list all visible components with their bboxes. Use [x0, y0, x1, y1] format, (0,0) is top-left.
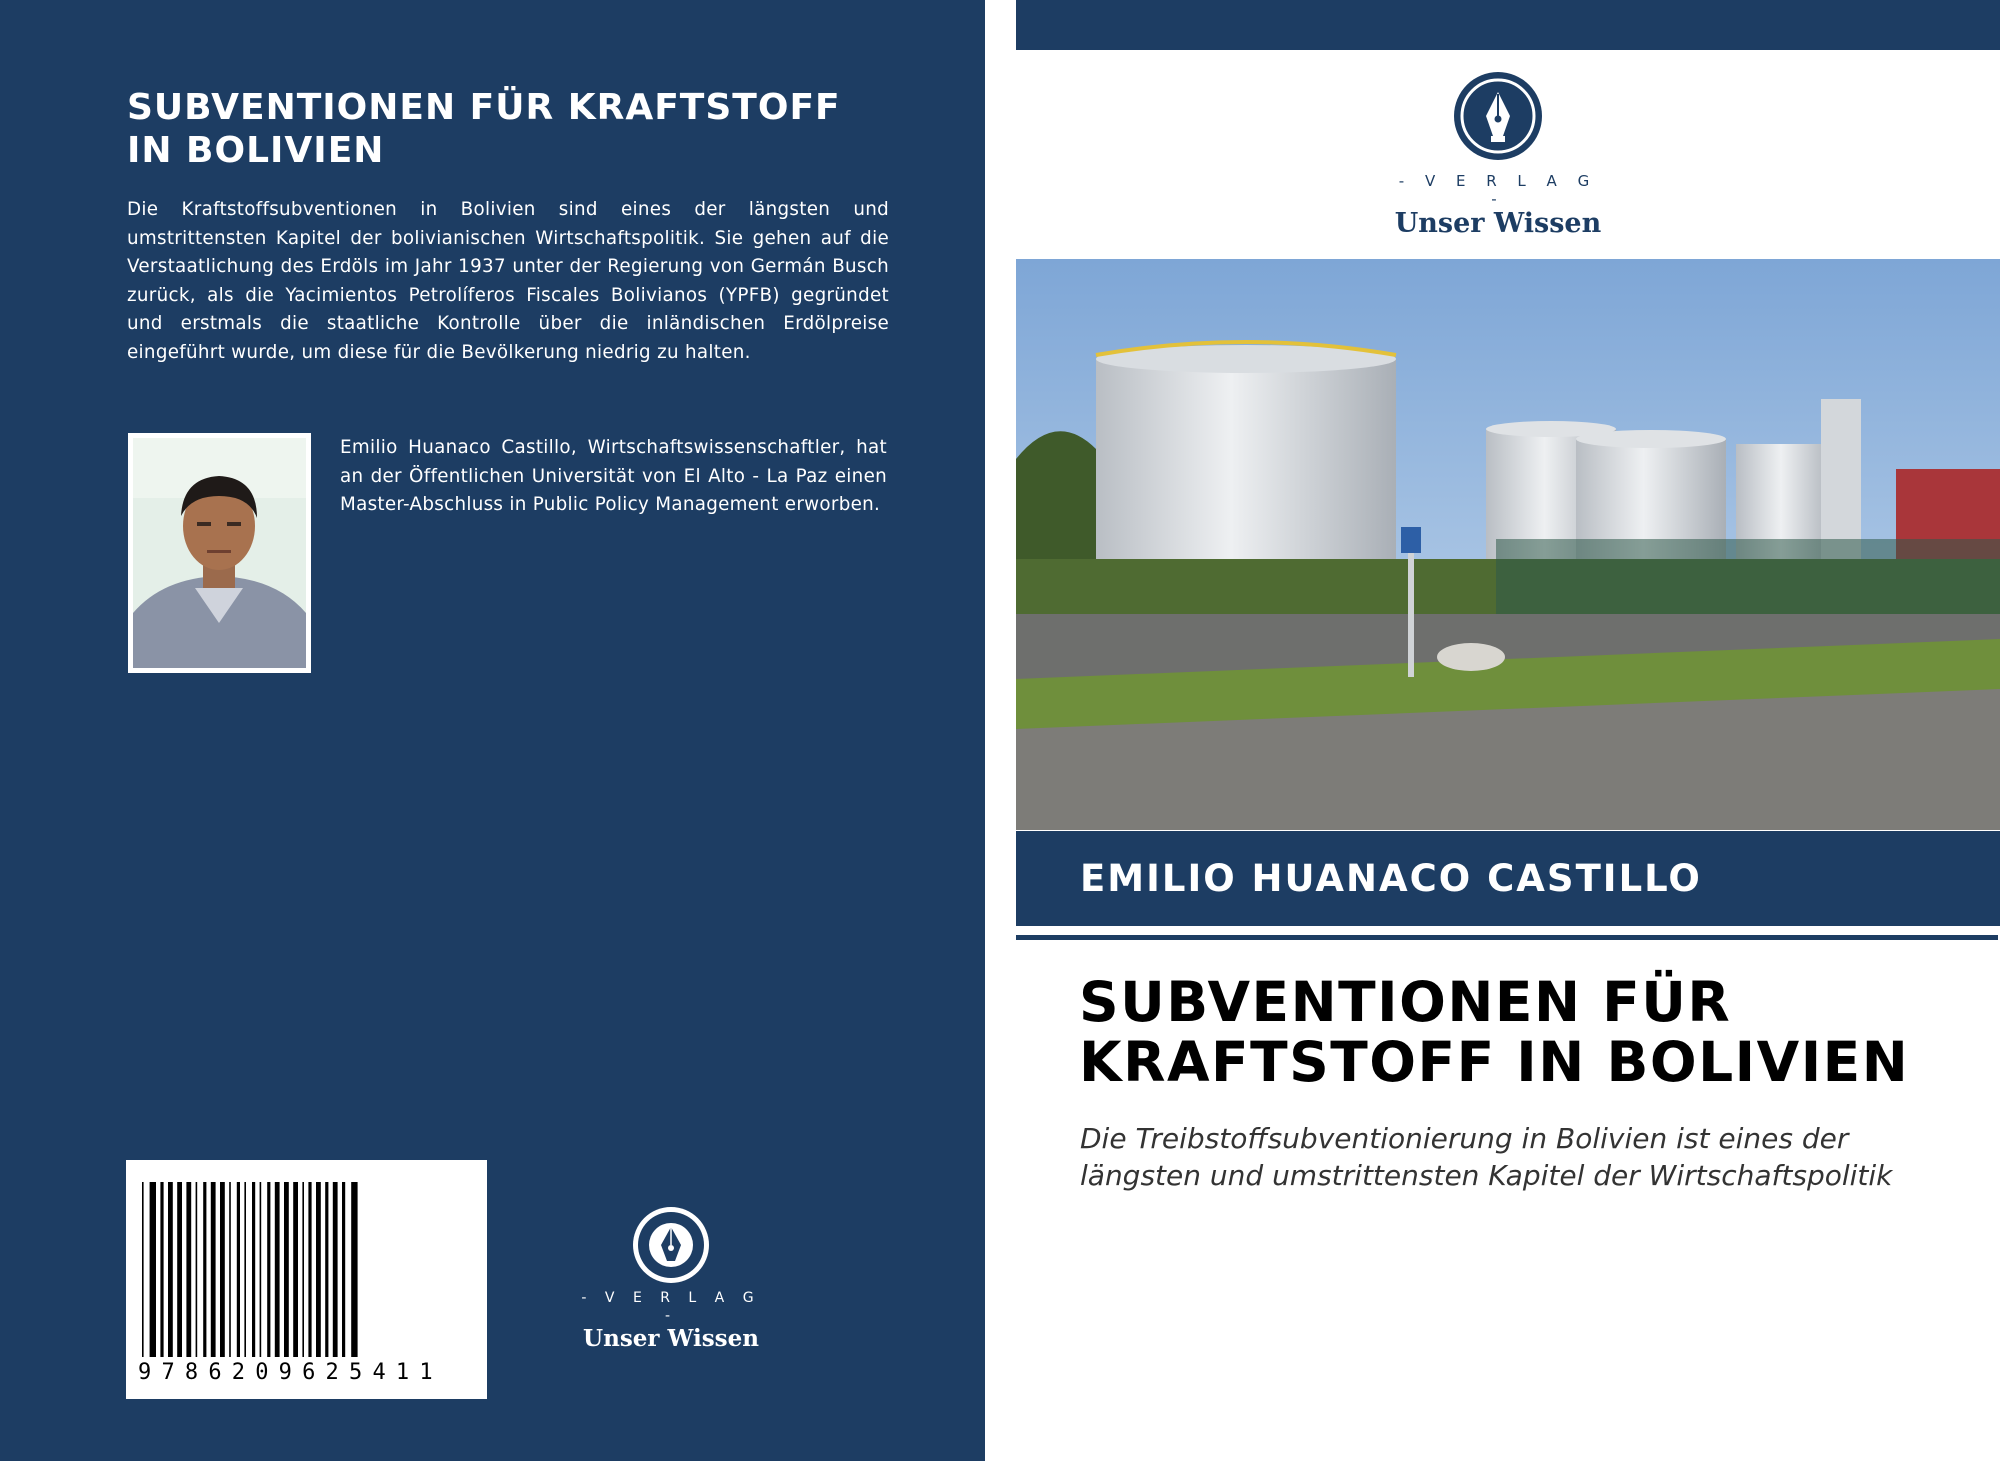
back-publisher-verlag: - V E R L A G - — [581, 1290, 761, 1324]
author-bio: Emilio Huanaco Castillo, Wirtschaftswissenschaftler, hat an der Öffentlichen Universität von El Alto - La Paz einen Master-Abschluss in Public Policy Management erworben. — [340, 437, 887, 516]
front-cover-subtitle: Die Treibstoffsubventionierung in Bolivien ist eines der längsten und umstrittensten Kapitel der Wirtschaftspolitik — [1080, 1122, 1893, 1192]
front-publisher-logo — [1386, 70, 1610, 240]
isbn-number: 9786209625411 — [138, 1360, 443, 1385]
back-cover-title: SUBVENTIONEN FÜR KRAFTSTOFF IN BOLIVIEN — [127, 87, 841, 171]
barcode-bar — [302, 1182, 304, 1357]
barcode-bar — [229, 1182, 231, 1357]
front-publisher-name: Unser Wissen — [1394, 208, 1602, 239]
barcode-bar — [252, 1182, 255, 1357]
barcode-bar — [316, 1182, 321, 1357]
barcode-bar — [186, 1182, 191, 1357]
front-publisher-verlag: - V E R L A G - — [1398, 172, 1598, 208]
front-cover-title: SUBVENTIONEN FÜR KRAFTSTOFF IN BOLIVIEN — [1079, 970, 1910, 1094]
barcode-bar — [267, 1182, 270, 1357]
front-divider-rule — [1016, 935, 1998, 940]
barcode-bar — [333, 1182, 338, 1357]
back-cover-blurb: Die Kraftstoffsubventionen in Bolivien sind eines der längsten und umstrittensten Kapitel der bolivianischen Wirtschaftspolitik. Sie gehen auf die Verstaatlichung des Erdöls im Jahr 1937 unter der Regierung von Germán Busch zurück, als die Yacimientos Petrolíferos Fiscales Bolivianos (YPFB) gegründet und erstmals die staatliche Kontrolle über die inländischen Erdölpreise eingeführt wurde, um diese für die Bevölkerung niedrig zu halten. — [127, 199, 889, 363]
barcode-bar — [275, 1182, 280, 1357]
author-band — [1016, 831, 2000, 926]
back-publisher-name: Unser Wissen — [583, 1325, 759, 1352]
barcode-bar — [284, 1182, 289, 1357]
barcode-bar — [260, 1182, 262, 1357]
barcode-bar — [244, 1182, 246, 1357]
barcode-bar — [160, 1182, 163, 1357]
front-author-name: EMILIO HUANACO CASTILLO — [1080, 857, 1702, 900]
barcode-bar — [168, 1182, 173, 1357]
barcode-bar — [293, 1182, 298, 1357]
publisher-seal-icon — [631, 1205, 711, 1285]
barcode-bar — [351, 1182, 357, 1357]
barcode-bar — [196, 1182, 198, 1357]
barcode-bar — [203, 1182, 206, 1357]
barcode-bar — [220, 1182, 225, 1357]
author-photo — [128, 433, 311, 673]
fountain-pen-nib-icon — [1452, 70, 1544, 162]
barcode-bar — [211, 1182, 216, 1357]
barcode-bar — [142, 1182, 144, 1357]
barcode-bar — [325, 1182, 328, 1357]
back-publisher-logo — [576, 1205, 766, 1353]
barcode-bar — [237, 1182, 240, 1357]
barcode-bar — [308, 1182, 311, 1357]
barcode-bar — [150, 1182, 156, 1357]
barcode-bar — [177, 1182, 182, 1357]
front-cover-top-bar — [1016, 0, 2000, 50]
back-cover — [0, 0, 985, 1461]
fuel-storage-photo — [1016, 259, 2000, 830]
barcode-bar — [342, 1182, 345, 1357]
